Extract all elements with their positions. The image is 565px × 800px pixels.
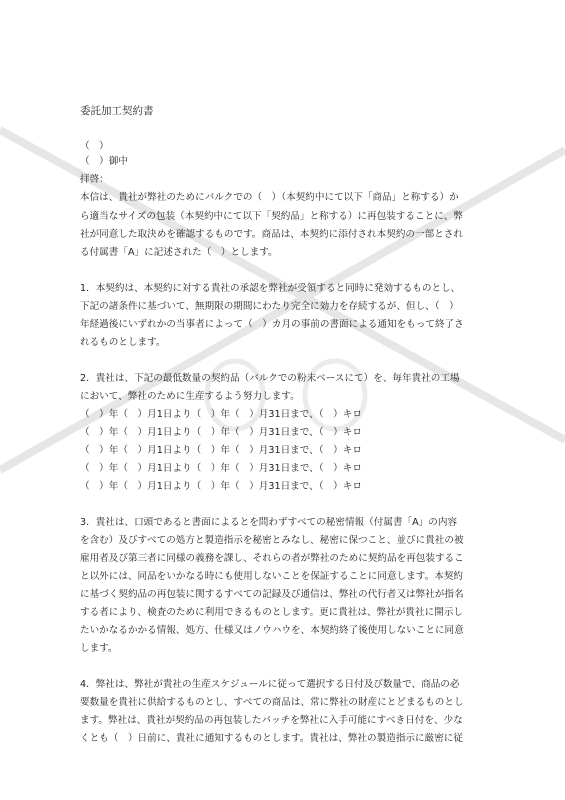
intro-line-1: 本信は、貴社が弊社のためにバルクでの（ ）（本契約中にて以下「商品」と称する）か (80, 192, 459, 203)
clause-4-line-3: ます。弊社は、貴社が契約品の再包装したバッチを弊社に入手可能にすべき日付を、少な (80, 715, 463, 726)
clause-3-line-6: する者により、検査のために利用できるものとします。更に貴社は、弊社が貴社に開示し (80, 607, 463, 618)
schedule-row-2: （ ）年（ ）月1日より（ ）年（ ）月31日まで、（ ）キロ (80, 427, 362, 438)
clause-3-line-1: 3．貴社は、口頭であると書面によるとを問わずすべての秘密情報（付属書「A」の内容 (80, 517, 458, 528)
clause-4-line-2: 要数量を貴社に供給するものとし、すべての商品は、常に弊社の財産にとどまるものとし (80, 697, 464, 708)
clause-3-line-5: に基づく契約品の再包装に関するすべての記録及び通信は、弊社の代行者又は弊社が指名 (80, 589, 464, 600)
clause-1-line-3: 年経過後にいずれかの当事者によって（ ）カ月の事前の書面による通知をもって終了さ (80, 319, 464, 330)
clause-2-line-2: において、弊社のために生産するよう努力します。 (80, 391, 300, 402)
schedule-row-3: （ ）年（ ）月1日より（ ）年（ ）月31日まで、（ ）キロ (80, 445, 362, 456)
addressee-line: （ ）御中 (80, 156, 128, 167)
schedule-row-4: （ ）年（ ）月1日より（ ）年（ ）月31日まで、（ ）キロ (80, 463, 362, 474)
recipient-line: （ ） (80, 141, 109, 152)
clause-1-line-4: れるものとします。 (80, 337, 166, 348)
intro-line-3: 社が同意した取決めを確認するものです。商品は、本契約に添付され本契約の一部とされ (80, 229, 463, 240)
schedule-row-5: （ ）年（ ）月1日より（ ）年（ ）月31日まで、（ ）キロ (80, 481, 362, 492)
clause-3-line-7: たいかなるかかる情報、処方、仕様又はノウハウを、本契約終了後使用しないことに同意 (80, 625, 464, 636)
salutation: 拝啓： (80, 174, 109, 185)
clause-3-line-8: します。 (80, 643, 118, 654)
clause-3-line-3: 雇用者及び第三者に同様の義務を課し、それらの者が弊社のために契約品を再包装するこ (80, 553, 464, 564)
document-title: 委託加工契約書 (80, 105, 154, 117)
schedule-row-1: （ ）年（ ）月1日より（ ）年（ ）月31日まで、（ ）キロ (80, 409, 362, 420)
clause-3-line-2: を含む）及びすべての処方と製造指示を秘密とみなし、秘密に保つこと、並びに貴社の被 (80, 535, 464, 546)
clause-2-line-1: 2．貴社は、下記の最低数量の契約品（バルクでの粉末ベースにて）を、毎年貴社の工場 (80, 373, 460, 384)
clause-4-line-4: くとも（ ）日前に、貴社に通知するものとします。貴社は、弊社の製造指示に厳密に従 (80, 733, 463, 744)
clause-3-line-4: と以外には、同品をいかなる時にも使用しないことを保証することに同意します。本契約 (80, 571, 463, 582)
clause-4-line-1: 4．弊社は、弊社が貴社の生産スケジュールに従って選択する日付及び数量で、商品の必 (80, 679, 460, 690)
intro-line-4: る付属書「A」に記述された（ ）とします。 (80, 247, 278, 258)
clause-1-line-2: 下記の諸条件に基づいて、無期限の期間にわたり完全に効力を存続するが、但し、（ ） (80, 301, 459, 312)
intro-line-2: ら適当なサイズの包装（本契約中にて以下「契約品」と称する）に再包装することに、弊 (80, 211, 463, 222)
clause-1-line-1: 1．本契約は、本契約に対する貴社の承認を弊社が受領すると同時に発効するものとし、 (80, 283, 461, 294)
